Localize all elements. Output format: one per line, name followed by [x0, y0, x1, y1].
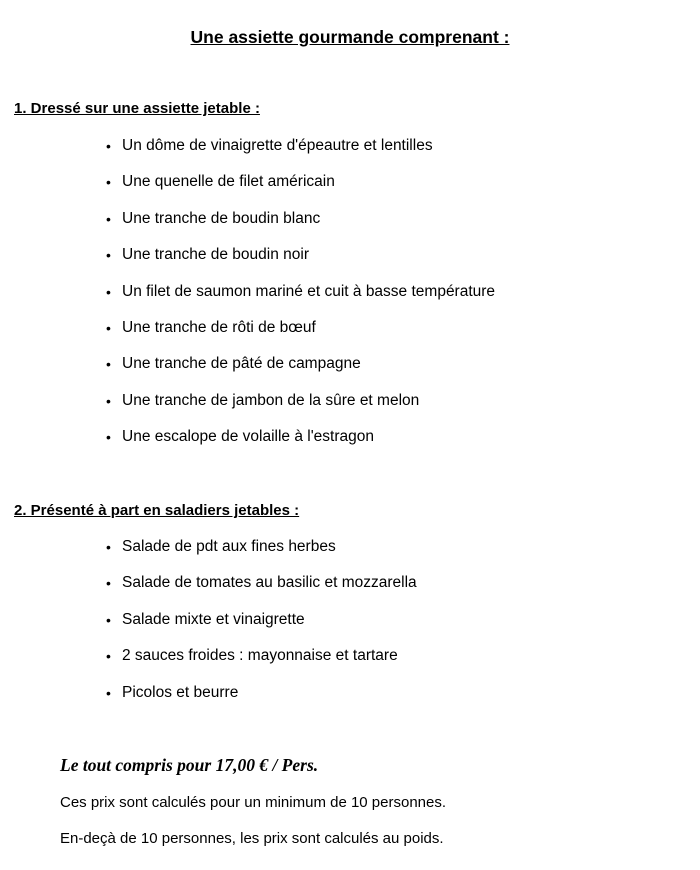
bullet-icon: • [106, 539, 111, 555]
section1-list [106, 137, 495, 465]
bullet-icon: • [106, 247, 111, 264]
bullet-icon: • [106, 684, 111, 701]
list-item: • Salade de pdt aux fines herbes [106, 538, 417, 574]
list-item: • Picolos et beurre [106, 684, 417, 720]
bullet-icon: • [106, 138, 111, 154]
list-item: • Une escalope de volaille à l'estragon [106, 428, 495, 464]
list-item: • 2 sauces froides : mayonnaise et tartare [106, 647, 417, 683]
bullet-icon: • [106, 283, 111, 300]
bullet-icon: • [106, 611, 111, 628]
list-item: • Salade de tomates au basilic et mozzarella [106, 574, 417, 610]
bullet-icon: • [106, 319, 111, 336]
section1-heading: 1. Dressé sur une assiette jetable : [14, 100, 260, 117]
section2-heading: 2. Présenté à part en saladiers jetables : [14, 502, 300, 519]
bullet-icon: • [106, 392, 111, 409]
list-item: • Une quenelle de filet américain [106, 173, 495, 209]
list-item: • Une tranche de jambon de la sûre et melon [106, 392, 495, 428]
bullet-icon: • [106, 575, 111, 592]
bullet-icon: • [106, 210, 111, 227]
list-item: • Salade mixte et vinaigrette [106, 611, 417, 647]
list-item: • Un filet de saumon mariné et cuit à basse température [106, 283, 495, 319]
list-item: • Une tranche de boudin blanc [106, 210, 495, 246]
bullet-icon: • [106, 174, 111, 191]
bullet-icon: • [106, 429, 111, 446]
section2-list [106, 538, 417, 720]
note-weight: En-deçà de 10 personnes, les prix sont calculés au poids. [60, 830, 444, 847]
list-item: • Un dôme de vinaigrette d'épeautre et lentilles [106, 137, 495, 173]
list-item: • Une tranche de rôti de bœuf [106, 319, 495, 355]
document-title: Une assiette gourmande comprenant : [190, 27, 510, 47]
bullet-icon: • [106, 648, 111, 665]
note-minimum: Ces prix sont calculés pour un minimum de 10 personnes. [60, 794, 447, 811]
price-line: Le tout compris pour 17,00 € / Pers. [60, 755, 319, 775]
list-item: • Une tranche de pâté de campagne [106, 355, 495, 391]
bullet-icon: • [106, 356, 111, 373]
list-item: • Une tranche de boudin noir [106, 246, 495, 282]
